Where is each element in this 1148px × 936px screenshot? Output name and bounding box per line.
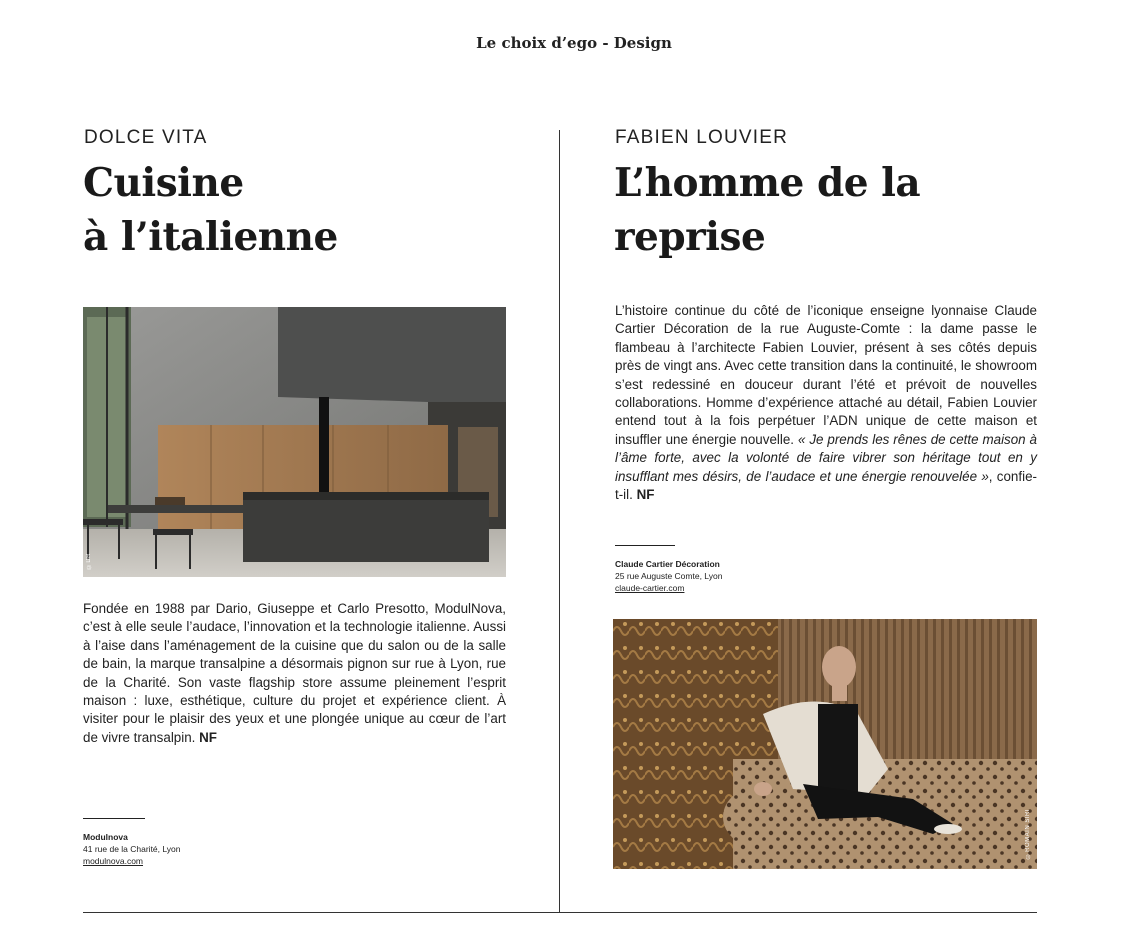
portrait-image xyxy=(613,619,1037,869)
left-info-name: Modulnova xyxy=(83,832,128,842)
right-body-text: L’histoire continue du côté de l’iconique enseigne lyonnaise Claude Cartier Décoration de la rue Auguste-Comte : la dame passe le flambeau à l’architecte Fabien Louvier, présent à ses côtés depuis près de vingt ans. Avec cette transition dans la continuité, le showroom s’est redessiné en douceur durant l’été et prévoit de nouvelles collaborations. Homme d’expérience attaché au détail, Fabien Louvier entend tout à la fois perpétuer l’ADN unique de cette maison et insuffler une énergie nouvelle. xyxy=(615,303,1037,447)
left-body-text: Fondée en 1988 par Dario, Giuseppe et Carlo Presotto, ModulNova, c’est à elle seule l’audace, l’innovation et la technologie italienne. Aussi à l’aise dans l’aménagement de la cuisine que du salon ou de la salle de bain, la marque transalpine a désormais pignon sur rue à Lyon, rue de la Charité. Son vaste flagship store assume pleinement l’esprit maison : luxe, esthétique, culture du projet et expérience client. À visiter pour le plaisir des yeux et une plongée unique au cœur de l’art de vivre transalpin. xyxy=(83,601,506,745)
right-kicker: FABIEN LOUVIER xyxy=(615,127,789,148)
left-article-body xyxy=(83,600,506,747)
right-info-name: Claude Cartier Décoration xyxy=(615,559,720,569)
left-info-link[interactable]: modulnova.com xyxy=(83,856,144,866)
right-after-quote: , confie-t-il. xyxy=(615,468,1037,503)
right-title xyxy=(614,156,920,264)
right-photo-credit: ©ROMAIN SIRI xyxy=(1025,809,1031,859)
right-info-link[interactable]: claude-cartier.com xyxy=(615,583,685,593)
left-kicker: DOLCE VITA xyxy=(84,127,208,148)
right-info-block xyxy=(615,558,722,594)
left-title-line1: Cuisine xyxy=(83,160,244,206)
bottom-rule xyxy=(83,912,1037,913)
left-title xyxy=(83,156,338,264)
right-title-line1: L’homme de la xyxy=(614,160,921,206)
left-info-rule xyxy=(83,818,145,819)
right-info-rule xyxy=(615,545,675,546)
left-signature: NF xyxy=(199,729,217,745)
kitchen-photo xyxy=(83,307,506,577)
right-info-address: 25 rue Auguste Comte, Lyon xyxy=(615,571,723,581)
right-quote: « Je prends les rênes de cette maison à l’âme forte, avec la volonté de faire vibrer son héritage tout en y insufflant mes désirs, de l’audace et une énergie renouvelée » xyxy=(615,431,1037,484)
page-header: Le choix d’ego - Design xyxy=(476,34,672,52)
left-title-line2: à l’italienne xyxy=(83,214,338,260)
right-signature: NF xyxy=(636,487,655,503)
right-title-line2: reprise xyxy=(614,214,766,260)
column-divider xyxy=(559,130,560,912)
left-info-address: 41 rue de la Charité, Lyon xyxy=(83,844,181,854)
left-photo-credit: ©DR xyxy=(86,553,92,570)
portrait-photo xyxy=(613,619,1037,869)
left-info-block xyxy=(83,831,181,867)
right-article-body xyxy=(615,302,1037,504)
kitchen-image xyxy=(83,307,506,577)
